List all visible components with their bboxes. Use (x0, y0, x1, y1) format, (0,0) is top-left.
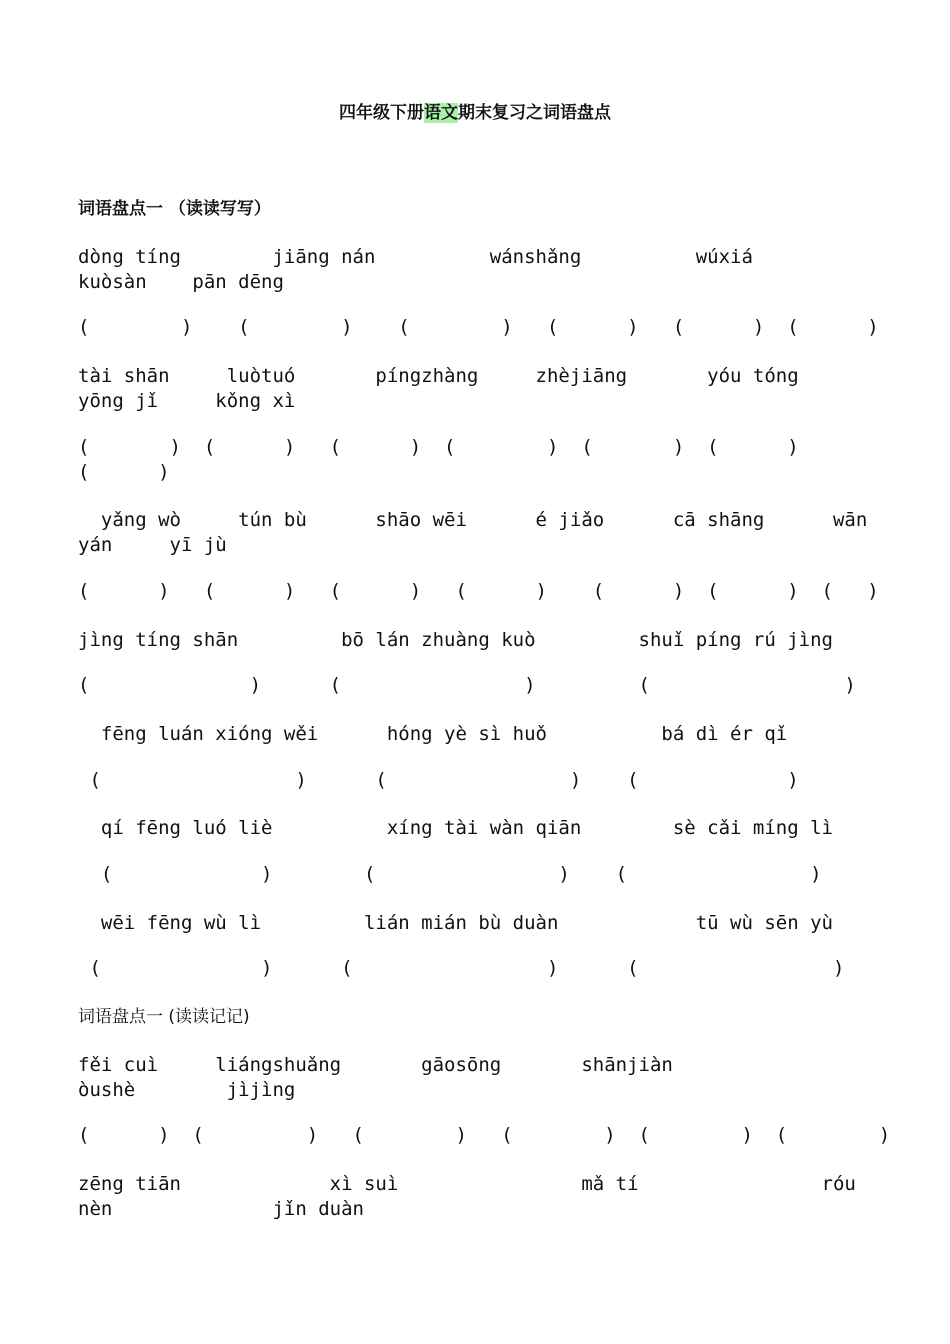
title-text-2: 期末复习之词语盘点 (458, 103, 611, 123)
answer-blank-row: ( ) ( ) ( ) (78, 769, 799, 791)
pinyin-row: qí fēng luó liè xíng tài wàn qiān sè cǎi míng lì (78, 817, 833, 839)
pinyin-row: yǎng wò tún bù shāo wēi é jiǎo cā shāng wān (78, 509, 868, 531)
answer-blank-row: ( ) ( ) ( ) ( ) ( ) ( ) (78, 1124, 891, 1146)
pinyin-row: fěi cuì liángshuǎng gāosōng shānjiàn (78, 1054, 673, 1076)
page-title (0, 101, 950, 125)
pinyin-row: jìng tíng shān bō lán zhuàng kuò shuǐ píng rú jìng (78, 629, 833, 651)
pinyin-row: nèn jǐn duàn (78, 1198, 364, 1220)
answer-blank-row: ( ) ( ) ( ) (78, 674, 856, 696)
title-highlight: 语文 (424, 103, 458, 123)
pinyin-row: kuòsàn pān dēng (78, 271, 284, 293)
pinyin-row: wēi fēng wù lì lián mián bù duàn tū wù sēn yù (78, 912, 833, 934)
answer-blank-row: ( ) ( ) ( ) (78, 957, 845, 979)
answer-blank-row: ( ) ( ) ( ) ( ) ( ) ( ) (78, 436, 799, 458)
answer-blank-row: ( ) (78, 461, 170, 483)
pinyin-row: tài shān luòtuó píngzhàng zhèjiāng yóu tóng (78, 365, 799, 387)
section-heading-read-write: 词语盘点一 （读读写写） (78, 199, 271, 219)
pinyin-row: yōng jǐ kǒng xì (78, 390, 296, 412)
pinyin-row: dòng tíng jiāng nán wánshǎng wúxiá (78, 246, 753, 268)
section-heading-read-remember: 词语盘点一 (读读记记) (78, 1007, 250, 1027)
answer-blank-row: ( ) ( ) ( ) (78, 863, 822, 885)
answer-blank-row: ( ) ( ) ( ) ( ) ( ) ( ) (78, 316, 879, 338)
pinyin-row: yán yī jù (78, 534, 227, 556)
answer-blank-row: ( ) ( ) ( ) ( ) ( ) ( ) ( ) (78, 580, 879, 602)
pinyin-row: zēng tiān xì suì mǎ tí róu (78, 1173, 856, 1195)
pinyin-row: òushè jìjìng (78, 1079, 296, 1101)
title-text-1: 四年级下册 (339, 103, 424, 123)
pinyin-row: fēng luán xióng wěi hóng yè sì huǒ bá dì ér qǐ (78, 723, 788, 745)
